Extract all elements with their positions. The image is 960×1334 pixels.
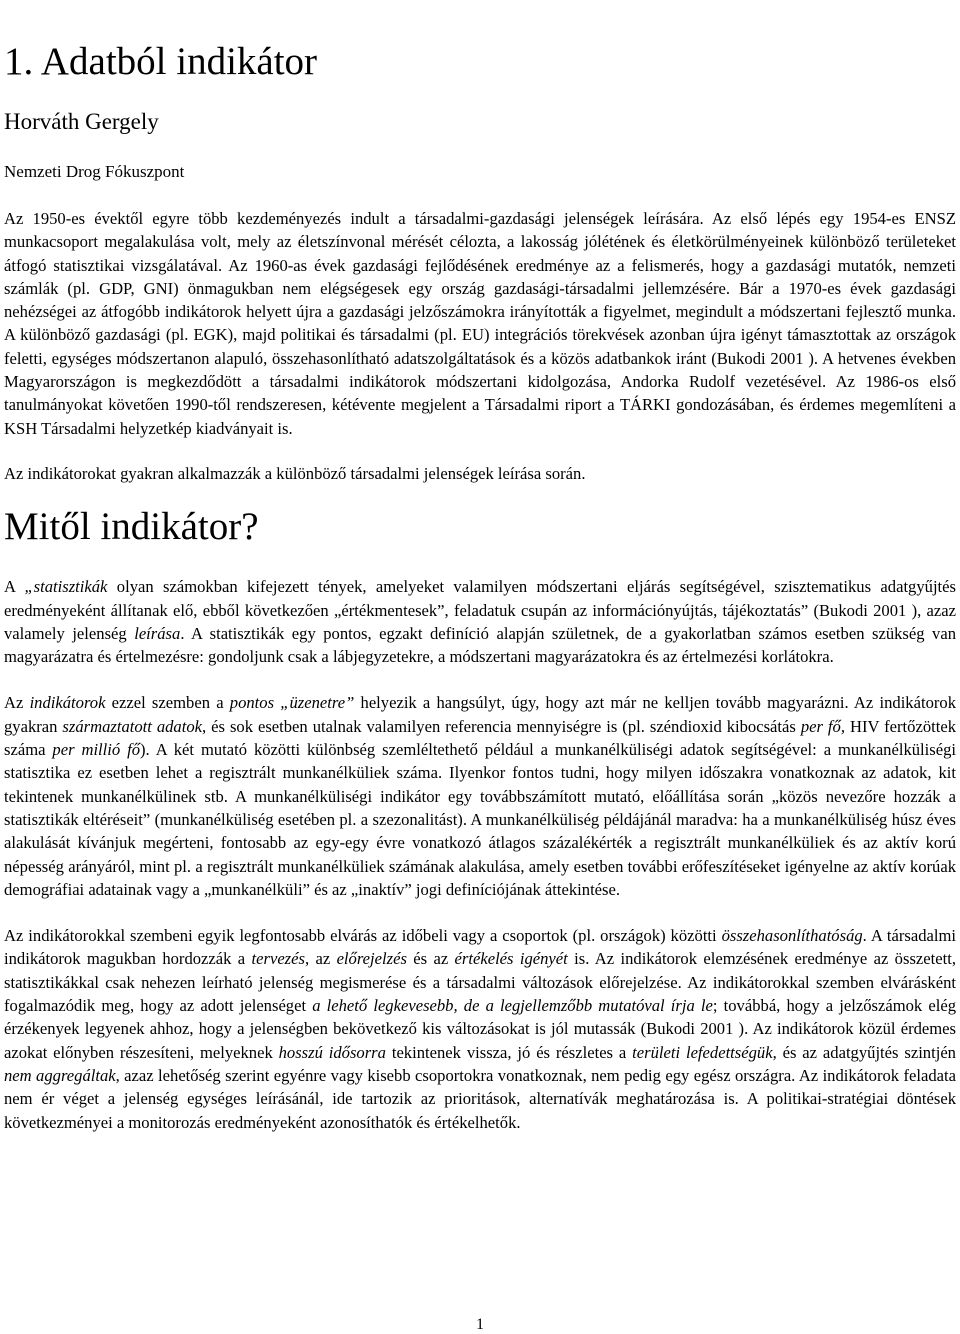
paragraph-history: Az 1950-es évektől egyre több kezdeményezés indult a társadalmi-gazdasági jelenségek leírására. Az első lépés egy 1954-es ENSZ munkacsoport megalakulása volt, mely az életszínvonal mérését célozta, a lakosság jólétének és életkörülményeinek különböző területeket átfogó statisztikai vizsgálatával. Az 1960-as évek gazdasági fejlődésének eredménye az a felismerés, hogy a gazdasági mutatók, nemzeti számlák (pl. GDP, GNI) önmagukban nem elégségesek egy ország gazdasági-társadalmi jellemzésére. Bár a 1970-es évek gazdasági nehézségei az átfogóbb indikátorok helyett újra a gazdasági jelzőszámokra irányították a figyelmet, megindult a módszertani fejlesztő munka. A különböző gazdasági (pl. EGK), majd politikai és társadalmi (pl. EU) integrációs törekvések azonban újra igényt támasztottak az országok feletti, egységes módszertanon alapuló, összehasonlítható adatszolgáltatások és a közös adatbankok iránt (Bukodi 2001 ). A hetvenes években Magyarországon is megkezdődött a társadalmi indikátorok módszertani kidolgozása, Andorka Rudolf vezetésével. Az 1986-os első tanulmányokat követően 1990-től rendszeresen, kétévente megjelent a Társadalmi riport a TÁRKI gondozásában, és érdemes megemlíteni a KSH Társadalmi helyzetkép kiadványait is.: [4, 209, 956, 438]
text-run: Az indikátorokkal szembeni egyik legfontosabb elvárás az időbeli vagy a csoportok (pl. országok) közötti: [4, 926, 722, 946]
italic-run: területi lefedettségük: [632, 1042, 773, 1062]
italic-run: tervezés: [251, 949, 305, 969]
text-run: is. Az indikátorok elemzésének eredménye az összetett, statisztikákkal csak nehezen leírható jelenség megismerése és a társadalmi változások előrejelzése. Az indikátorokkal szemben elvárásként fogalmazódik meg, hogy az adott jelenséget: [4, 949, 956, 1016]
text-run: tekintenek vissza, jó és részletes a: [385, 1042, 633, 1062]
paragraph-statistics: [4, 575, 956, 668]
italic-run: összehasonlíthatóság: [721, 926, 863, 946]
italic-run: per fő,: [800, 716, 845, 736]
italic-run: per millió fő: [52, 740, 141, 760]
paragraph-usage: Az indikátorokat gyakran alkalmazzák a különböző társadalmi jelenségek leírása során.: [4, 463, 586, 483]
text-run: helyezik a hangsúlyt, úgy, hogy azt már ne kelljen tovább magyarázni. Az indikátorok gyakran: [4, 693, 956, 736]
italic-run: leírása: [134, 623, 181, 643]
text-run: ). A két mutató közötti különbség szemléltethető például a munkanélküliségi adatok segítségével: a munkanélküliségi statisztika ez esetben lehet a regisztrált munkanélküliek száma. Ilyenkor fontos tudni, hogy milyen időszakra vonatkoznak az adatok, kit tekintenek munkanélkülinek stb. A munkanélküliségi indikátor egy továbbszámított mutató, előállítása során „közös nevezőre hozzák a statisztikák eltéréseit” (munkanélküliség esetében pl. a szezonalitást). A munkanélküliség példájánál maradva: ha a munkanélküliség húsz éves alakulását kívánjuk megérteni, fontosabb az egy-egy évre vonatkozó átlagos százalékérték a regisztrált munkanélküliek és az aktív korú népesség arányáról, mint pl. a regisztrált munkanélküliek számának alakulása, amely esetben további erőfeszítéseket igényelne az aktív korúak demográfiai adatainak vagy a „munkanélküli” és az „inaktív” jogi definíciójának áttekintése.: [4, 740, 956, 899]
paragraph-expectations: [4, 924, 956, 1134]
text-run: . A statisztikák egy pontos, egzakt definíció alapján születnek, de a gyakorlatban számos esetben szükség van magyarázatra és értelmezésre: gondoljunk csak a lábjegyzetekre, a módszertani magyarázatokra és az értelmezési korlátokra.: [4, 623, 956, 667]
chapter-title: 1. Adatból indikátor: [4, 40, 318, 83]
text-run: , és az adatgyűjtés szintjén: [772, 1042, 956, 1062]
italic-run: nem aggregáltak: [4, 1065, 116, 1085]
text-run: . A társadalmi indikátorok magukban hordozzák a: [4, 926, 956, 969]
text-run: , az: [304, 949, 337, 969]
text-run: , és sok esetben utalnak valamilyen referencia mennyiségre is (pl. széndioxid kibocsátás: [202, 716, 801, 736]
page-number: 1: [476, 1316, 484, 1333]
italic-run: hosszú idősorra: [278, 1042, 386, 1062]
italic-run: származtatott adatok: [62, 716, 203, 736]
italic-run: indikátorok: [29, 693, 106, 713]
italic-run: „statisztikák: [24, 577, 108, 597]
italic-run: értékelés igényét: [454, 949, 568, 969]
text-run: Az: [4, 693, 30, 713]
text-run: , azaz lehetőség szerint egyénre vagy kisebb csoportokra vonatkoznak, nem pedig egy egész országra. Az indikátorok feladata nem ér véget a jelenség egységes leírásánál, ide tartozik az prioritások, alternatívák meghatározása is. A politikai-stratégiai döntések következményei a monitorozás eredményeként azonosíthatók és értékelhetők.: [4, 1065, 956, 1132]
text-run: és az: [406, 949, 455, 969]
text-run: ezzel szemben a: [105, 693, 230, 713]
section-title: Mitől indikátor?: [4, 505, 259, 549]
text-run: HIV fertőzöttek száma: [4, 716, 956, 760]
italic-run: előrejelzés: [336, 949, 407, 969]
affiliation: Nemzeti Drog Fókuszpont: [4, 162, 185, 181]
paragraph-indicators: [4, 691, 956, 901]
italic-run: pontos „üzenetre”: [229, 693, 355, 713]
document-page: [4, 0, 956, 1134]
text-run: ; továbbá, hogy a jelzőszámok elég érzékenyek legyenek ahhoz, hogy a jelenségben bekövetkező kis változásokat is jól mutassák (Bukodi 2001 ). Az indikátorok közül érdemes azokat előnyben részesíteni, melyeknek: [4, 996, 957, 1062]
italic-run: a lehető legkevesebb, de a legjellemzőbb mutatóval írja le: [312, 996, 713, 1016]
text-run: olyan számokban kifejezett tények, amelyeket valamilyen módszertani eljárás segítségével, szisztematikus adatgyűjtés eredményeként állítanak elő, ebből következően „értékmentesek”, feladatuk csupán az információnyújtás, tájékoztatás” (Bukodi 2001 ), azaz valamely jelenség: [4, 577, 956, 643]
text-run: A: [4, 577, 25, 597]
author-name: Horváth Gergely: [4, 109, 159, 134]
